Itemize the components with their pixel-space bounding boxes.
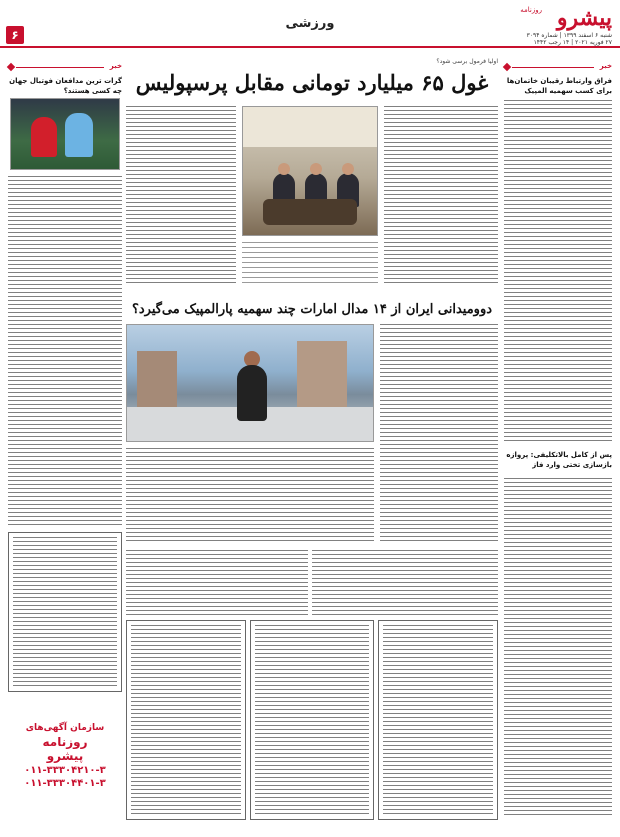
advertising-org-box xyxy=(8,723,122,823)
main-article-body-left xyxy=(126,106,236,286)
right-second-body xyxy=(504,478,612,818)
left-section-label: خبر xyxy=(8,62,122,72)
page-header xyxy=(0,0,620,48)
main-title: غول ۶۵ میلیارد تومانی مقابل پرسپولیس xyxy=(135,70,489,95)
second-title: دوومیدانی ایران از ۱۴ مدال امارات چند سهمیه پارالمپیک می‌گیرد؟ xyxy=(131,302,493,317)
left-article-body xyxy=(8,176,122,526)
page-number: ۶ xyxy=(6,26,24,44)
second-article-body-right xyxy=(380,324,498,544)
left-headline: گرات ترین مدافعان فوتبال جهان چه کسی هستند؟ xyxy=(9,77,122,95)
ad-phone-1: ۰۱۱-۳۳۳۰۴۲۱۰-۳ xyxy=(24,765,106,776)
soccer-photo xyxy=(10,98,120,170)
section-title: ورزشی xyxy=(285,16,335,31)
notice-block-1 xyxy=(312,550,498,616)
right-column xyxy=(504,66,612,825)
ad-org-line-2: روزنامه xyxy=(42,735,88,749)
meeting-photo xyxy=(242,106,378,236)
left-column xyxy=(8,66,122,825)
second-article-body-left xyxy=(126,448,374,544)
notice-block-3 xyxy=(378,620,498,820)
ad-phone-2: ۰۱۱-۳۳۳۰۴۴۰۱-۳ xyxy=(24,778,106,789)
main-kicker: اولیا فرمول برسی شود؟ xyxy=(436,58,498,65)
date-line-1: شنبه ۶ اسفند ۱۳۹۹ | شماره ۳۰۹۴ xyxy=(526,32,612,39)
right-second-headline: پس از کامل بالاتکلیفی: پروازه بازسازی تختی وارد فاز xyxy=(506,451,612,469)
right-article-body xyxy=(504,100,612,444)
athlete-photo xyxy=(126,324,374,442)
main-article-body-right xyxy=(384,106,498,286)
masthead xyxy=(462,4,612,44)
right-headline: فراق وارتباط رقیبان خاتمان‌ها برای کسب سهمیه المپیک xyxy=(506,77,612,95)
right-section-label: خبر xyxy=(504,62,612,72)
issue-date xyxy=(527,32,612,46)
notice-block-4 xyxy=(250,620,374,820)
ad-org-line-1: سازمان آگهی‌های xyxy=(25,723,105,733)
notice-block-2 xyxy=(126,550,308,616)
logo-prefix: روزنامه xyxy=(520,6,542,14)
main-column xyxy=(126,58,498,825)
date-line-2: ۲۷ فوریه ۲۰۲۱ | ۱۴ رجب ۱۴۴۲ xyxy=(533,39,612,46)
ad-org-line-3: پیشرو xyxy=(46,749,84,763)
newspaper-logo: پیشرو xyxy=(556,5,612,31)
notice-block-5 xyxy=(126,620,246,820)
left-notice-block xyxy=(8,532,122,692)
photo-caption-text xyxy=(242,242,378,286)
